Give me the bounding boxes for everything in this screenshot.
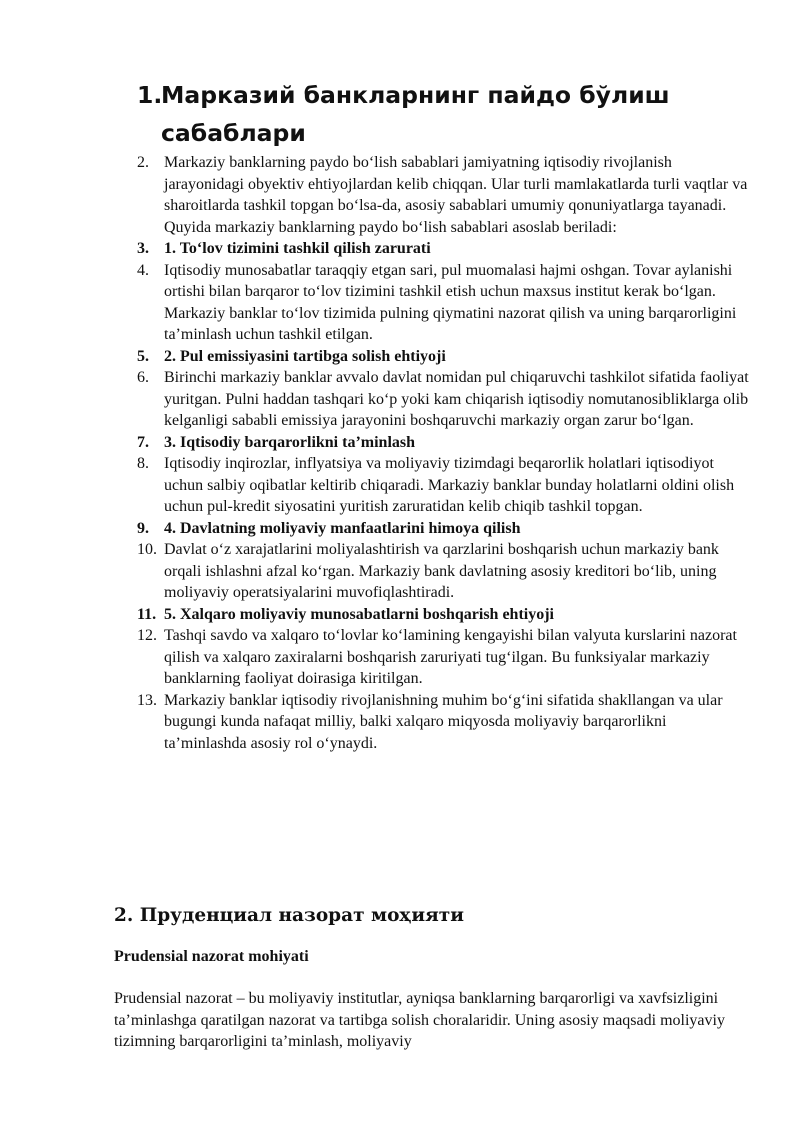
list-number: 7. xyxy=(137,433,149,451)
list-item-subheading xyxy=(137,518,749,540)
list-item-subheading xyxy=(137,346,749,368)
list-item xyxy=(137,625,749,690)
list-item xyxy=(137,367,749,432)
list-text: 3. Iqtisodiy barqarorlikni ta’minlash xyxy=(164,433,416,451)
list-text: Markaziy banklar iqtisodiy rivojlanishning muhim bo‘g‘ini sifatida shakllangan va ular bugungi kunda nafaqat milliy, balki xalqaro miqyosda moliyaviy barqarorlikni ta’minlashda asosiy rol o‘ynaydi. xyxy=(164,691,723,752)
list-item xyxy=(137,260,749,346)
list-text: Davlat o‘z xarajatlarini moliyalashtirish va qarzlarini boshqarish uchun markaziy bank orqali ishlashni afzal ko‘rgan. Markaziy bank davlatning asosiy kreditori bo‘lib, uning moliyaviy operatsiyalarini muvofiqlashtiradi. xyxy=(164,541,719,601)
list-item xyxy=(137,539,749,604)
list-text: 2. Pul emissiyasini tartibga solish ehtiyoji xyxy=(164,347,446,365)
subheading: Prudensial nazorat mohiyati xyxy=(114,948,309,965)
list-item xyxy=(137,152,749,238)
numbered-list xyxy=(137,152,749,754)
list-number: 3. xyxy=(137,240,149,257)
list-number: 5. xyxy=(137,347,149,365)
list-text: Markaziy banklarning paydo bo‘lish sabablari jamiyatning iqtisodiy rivojlanish jarayonidagi obyektiv ehtiyojlardan kelib chiqqan. Ular turli mamlakatlarda turli vaqtlar va sharoitlarda tashkil topgan bo‘lsa-da, asosiy sabablari umumiy qonuniyatlarga tayanadi. Quyida markaziy banklarning paydo bo‘lish sabablari asoslab beriladi: xyxy=(164,154,748,236)
list-text: Birinchi markaziy banklar avvalo davlat nomidan pul chiqaruvchi tashkilot sifatida faoliyat yuritgan. Pulni haddan tashqari ko‘p yoki kam chiqarish iqtisodiy nomutanosibliklarga olib kelganligi sababli emissiya jarayonini boshqaruvchi markaziy organ zarur bo‘lgan. xyxy=(164,369,749,429)
heading-number: 1. xyxy=(137,81,163,109)
list-text: Iqtisodiy inqirozlar, inflyatsiya va moliyaviy tizimdagi beqarorlik holatlari iqtisodiyot uchun salbiy oqibatlar keltirib chiqaradi. Markaziy banklar bunday holatlarni oldini olish uchun pul-kredit siyosatini yuritish zaruratidan kelib chiqib tashkil topgan. xyxy=(164,455,735,515)
list-number: 10. xyxy=(137,541,157,558)
list-number: 8. xyxy=(137,455,149,472)
heading-text: Марказий банкларнинг пайдо бўлиш сабаблари xyxy=(161,81,670,147)
list-number: 13. xyxy=(137,691,157,709)
body-paragraph: Prudensial nazorat – bu moliyaviy institutlar, ayniqsa banklarning barqarorligi va xavfsizligini ta’minlashga qaratilgan nazorat va tartibga solish choralaridir. Uning asosiy maqsadi moliyaviy tizimning barqarorligini ta’minlash, moliyaviy xyxy=(114,990,725,1050)
list-number: 6. xyxy=(137,369,149,386)
list-item-subheading xyxy=(137,604,749,626)
list-item-subheading xyxy=(137,238,749,260)
section-heading-1 xyxy=(137,76,697,152)
list-text: Tashqi savdo va xalqaro to‘lovlar ko‘lamining kengayishi bilan valyuta kurslarini nazorat qilish va xalqaro zaxiralarni boshqarish zaruriyati tug‘ilgan. Bu funksiyalar markaziy banklarning faoliyat doirasiga kiritilgan. xyxy=(164,627,737,687)
list-number: 11. xyxy=(137,605,157,623)
list-text: Iqtisodiy munosabatlar taraqqiy etgan sari, pul muomalasi hajmi oshgan. Tovar aylanishi ortishi bilan barqaror to‘lov tizimini tashkil etish uchun maxsus institut kerak bo‘lgan. Markaziy banklar to‘lov tizimida pulning qiymatini nazorat qilish va uning barqarorligini ta’minlash uchun tashkil etilgan. xyxy=(164,261,737,343)
list-item xyxy=(137,690,749,755)
list-number: 4. xyxy=(137,261,149,279)
list-text: 5. Xalqaro moliyaviy munosabatlarni boshqarish ehtiyoji xyxy=(164,605,554,623)
list-text: 1. To‘lov tizimini tashkil qilish zarurati xyxy=(164,240,431,257)
list-item-subheading xyxy=(137,432,749,454)
section-heading-2: 2. Пруденциал назорат моҳияти xyxy=(114,905,464,926)
list-number: 2. xyxy=(137,154,149,171)
list-number: 9. xyxy=(137,519,149,537)
list-number: 12. xyxy=(137,627,157,644)
list-item xyxy=(137,453,749,518)
list-text: 4. Davlatning moliyaviy manfaatlarini himoya qilish xyxy=(164,519,521,537)
